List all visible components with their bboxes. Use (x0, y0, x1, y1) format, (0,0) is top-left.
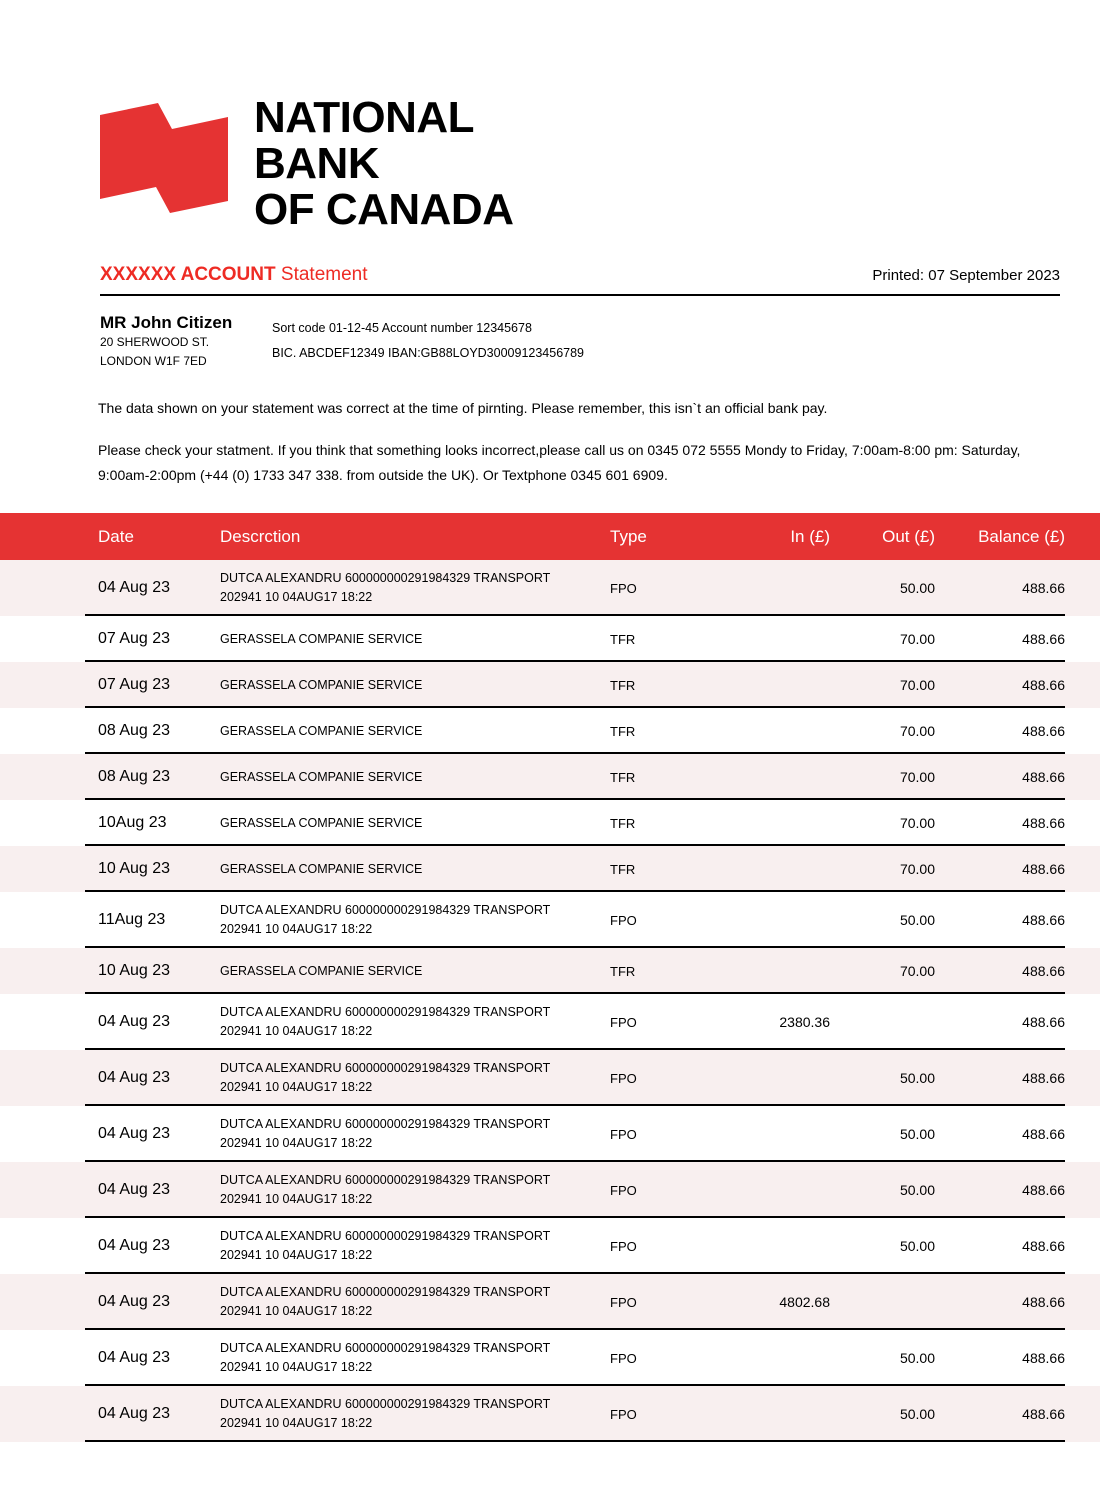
cell-date: 10 Aug 23 (98, 860, 171, 877)
cell-out: 50.00 (899, 1238, 935, 1254)
description-line-1: DUTCA ALEXANDRU 600000000291984329 TRANSPORT (220, 903, 551, 917)
cell-date: 04 Aug 23 (98, 1013, 171, 1030)
table-row (0, 1050, 1100, 1106)
cell-out: 50.00 (899, 1070, 935, 1086)
description-line-1: DUTCA ALEXANDRU 600000000291984329 TRANSPORT (220, 1341, 551, 1355)
cell-description (220, 860, 610, 879)
cell-balance: 488.66 (1022, 1350, 1065, 1366)
cell-balance: 488.66 (1022, 1014, 1065, 1030)
cell-type: TFR (610, 769, 636, 785)
transactions-table (0, 513, 1100, 1442)
table-row (0, 892, 1100, 948)
bank-name-line-3: OF CANADA (254, 185, 514, 234)
cell-date: 04 Aug 23 (98, 1125, 171, 1142)
cell-description (220, 901, 610, 939)
description-line-2: 202941 10 04AUG17 18:22 (220, 590, 373, 604)
cell-description (220, 1115, 610, 1153)
table-row (0, 1106, 1100, 1162)
table-row (0, 846, 1100, 892)
customer-address-line-2: LONDON W1F 7ED (100, 354, 207, 368)
statement-title-word: Statement (280, 264, 368, 285)
description-line-1: DUTCA ALEXANDRU 600000000291984329 TRANSPORT (220, 571, 551, 585)
cell-type: FPO (610, 912, 637, 928)
cell-type: TFR (610, 631, 636, 647)
national-bank-of-canada-flag-logo-icon (100, 103, 228, 215)
cell-balance: 488.66 (1022, 580, 1065, 596)
printed-date: Printed: 07 September 2023 (872, 267, 1060, 284)
cell-description (220, 1003, 610, 1041)
cell-date: 04 Aug 23 (98, 1069, 171, 1086)
cell-out: 70.00 (899, 861, 935, 877)
table-row (0, 1274, 1100, 1330)
cell-date: 08 Aug 23 (98, 722, 171, 739)
table-row (0, 994, 1100, 1050)
cell-description (220, 1227, 610, 1265)
description-line-2: 202941 10 04AUG17 18:22 (220, 1416, 373, 1430)
table-body (0, 560, 1100, 1442)
cell-balance: 488.66 (1022, 963, 1065, 979)
cell-balance: 488.66 (1022, 1294, 1065, 1310)
account-sort-and-number: Sort code 01-12-45 Account number 12345678 (272, 321, 532, 335)
account-details-block (272, 316, 584, 366)
table-row (0, 1162, 1100, 1218)
cell-description (220, 962, 610, 981)
description-line-2: 202941 10 04AUG17 18:22 (220, 1136, 373, 1150)
cell-date: 04 Aug 23 (98, 1293, 171, 1310)
description-line-1: DUTCA ALEXANDRU 600000000291984329 TRANSPORT (220, 1173, 551, 1187)
cell-type: FPO (610, 1070, 637, 1086)
cell-date: 10Aug 23 (98, 814, 167, 831)
cell-date: 10 Aug 23 (98, 962, 171, 979)
cell-out: 50.00 (899, 1350, 935, 1366)
description-line-1: DUTCA ALEXANDRU 600000000291984329 TRANSPORT (220, 1285, 551, 1299)
description-line-2: 202941 10 04AUG17 18:22 (220, 1080, 373, 1094)
description-line-1: DUTCA ALEXANDRU 600000000291984329 TRANSPORT (220, 1061, 551, 1075)
description-line-1: DUTCA ALEXANDRU 600000000291984329 TRANSPORT (220, 1117, 551, 1131)
cell-balance: 488.66 (1022, 677, 1065, 693)
customer-name: MR John Citizen (100, 313, 233, 332)
cell-in: 4802.68 (779, 1294, 830, 1310)
description-line-1: DUTCA ALEXANDRU 600000000291984329 TRANSPORT (220, 1229, 551, 1243)
cell-balance: 488.66 (1022, 1126, 1065, 1142)
title-divider (100, 294, 1060, 296)
notice-contact: Please check your statment. If you think that something looks incorrect,please call us on 0345 072 5555 Mondy to Friday, 7:00am-8:00 pm: Saturday, 9:00am-2:00pm (+44 (0) 1733 347 338. from outside the UK). Or Textphone 0345 601 6909. (98, 442, 1021, 483)
cell-out: 50.00 (899, 912, 935, 928)
cell-description (220, 722, 610, 741)
description-line-1: GERASSELA COMPANIE SERVICE (220, 677, 423, 692)
table-row (0, 708, 1100, 754)
description-line-2: 202941 10 04AUG17 18:22 (220, 1192, 373, 1206)
cell-balance: 488.66 (1022, 1406, 1065, 1422)
cell-type: TFR (610, 815, 636, 831)
cell-balance: 488.66 (1022, 861, 1065, 877)
cell-balance: 488.66 (1022, 769, 1065, 785)
description-line-2: 202941 10 04AUG17 18:22 (220, 1360, 373, 1374)
cell-description (220, 1339, 610, 1377)
table-row (0, 1218, 1100, 1274)
cell-type: FPO (610, 1126, 637, 1142)
cell-date: 04 Aug 23 (98, 579, 171, 596)
table-row (0, 662, 1100, 708)
cell-description (220, 676, 610, 695)
table-row (0, 560, 1100, 616)
table-row (0, 800, 1100, 846)
cell-out: 70.00 (899, 769, 935, 785)
cell-type: TFR (610, 963, 636, 979)
account-bic-and-iban: BIC. ABCDEF12349 IBAN:GB88LOYD30009123456789 (272, 346, 585, 360)
cell-description (220, 1283, 610, 1321)
cell-date: 07 Aug 23 (98, 676, 171, 693)
cell-description (220, 630, 610, 649)
cell-out: 50.00 (899, 1126, 935, 1142)
description-line-2: 202941 10 04AUG17 18:22 (220, 1248, 373, 1262)
cell-type: FPO (610, 1014, 637, 1030)
cell-description (220, 1059, 610, 1097)
column-header-balance: Balance (£) (978, 526, 1065, 546)
column-header-out: Out (£) (882, 526, 935, 546)
column-header-description: Descrction (220, 526, 301, 546)
description-line-1: GERASSELA COMPANIE SERVICE (220, 631, 423, 646)
cell-out: 70.00 (899, 631, 935, 647)
cell-type: FPO (610, 1182, 637, 1198)
table-row (0, 948, 1100, 994)
page-title (100, 264, 368, 286)
description-line-2: 202941 10 04AUG17 18:22 (220, 1024, 373, 1038)
statement-title-row (100, 264, 1060, 286)
cell-type: TFR (610, 723, 636, 739)
bank-masthead (100, 95, 513, 233)
cell-type: FPO (610, 1294, 637, 1310)
cell-balance: 488.66 (1022, 1182, 1065, 1198)
cell-type: TFR (610, 677, 636, 693)
cell-out: 50.00 (899, 1406, 935, 1422)
column-header-in: In (£) (790, 526, 830, 546)
table-row (0, 754, 1100, 800)
description-line-1: GERASSELA COMPANIE SERVICE (220, 963, 423, 978)
cell-type: FPO (610, 1406, 637, 1422)
column-header-type: Type (610, 526, 647, 546)
description-line-1: GERASSELA COMPANIE SERVICE (220, 815, 423, 830)
cell-balance: 488.66 (1022, 723, 1065, 739)
table-row (0, 1386, 1100, 1442)
cell-balance: 488.66 (1022, 912, 1065, 928)
notice-accuracy: The data shown on your statement was correct at the time of pirnting. Please remember, this isn`t an official bank pay. (98, 400, 828, 416)
column-header-date: Date (98, 526, 134, 546)
cell-type: FPO (610, 580, 637, 596)
cell-description (220, 1395, 610, 1433)
cell-out: 70.00 (899, 723, 935, 739)
bank-name-line-1: NATIONAL (254, 93, 475, 142)
description-line-1: DUTCA ALEXANDRU 600000000291984329 TRANSPORT (220, 1397, 551, 1411)
cell-date: 11Aug 23 (98, 911, 166, 928)
cell-type: TFR (610, 861, 636, 877)
table-header-row (0, 513, 1100, 560)
cell-date: 04 Aug 23 (98, 1349, 171, 1366)
cell-date: 08 Aug 23 (98, 768, 171, 785)
description-line-2: 202941 10 04AUG17 18:22 (220, 922, 373, 936)
cell-date: 04 Aug 23 (98, 1237, 171, 1254)
cell-description (220, 1171, 610, 1209)
cell-balance: 488.66 (1022, 1070, 1065, 1086)
cell-balance: 488.66 (1022, 1238, 1065, 1254)
cell-description (220, 569, 610, 607)
cell-out: 50.00 (899, 580, 935, 596)
cell-type: FPO (610, 1350, 637, 1366)
cell-out: 70.00 (899, 677, 935, 693)
table-row (0, 616, 1100, 662)
description-line-2: 202941 10 04AUG17 18:22 (220, 1304, 373, 1318)
customer-address-line-1: 20 SHERWOOD ST. (100, 335, 210, 349)
cell-date: 07 Aug 23 (98, 630, 171, 647)
cell-balance: 488.66 (1022, 815, 1065, 831)
description-line-1: GERASSELA COMPANIE SERVICE (220, 861, 423, 876)
bank-wordmark (254, 95, 513, 233)
cell-date: 04 Aug 23 (98, 1405, 171, 1422)
description-line-1: DUTCA ALEXANDRU 600000000291984329 TRANSPORT (220, 1005, 551, 1019)
customer-address-block (100, 312, 270, 371)
cell-out: 50.00 (899, 1182, 935, 1198)
cell-out: 70.00 (899, 963, 935, 979)
bank-name-line-2: BANK (254, 139, 380, 188)
cell-description (220, 814, 610, 833)
cell-description (220, 768, 610, 787)
cell-balance: 488.66 (1022, 631, 1065, 647)
description-line-1: GERASSELA COMPANIE SERVICE (220, 769, 423, 784)
cell-type: FPO (610, 1238, 637, 1254)
table-row (0, 1330, 1100, 1386)
statement-title-account: XXXXXX ACCOUNT (100, 264, 276, 285)
cell-out: 70.00 (899, 815, 935, 831)
description-line-1: GERASSELA COMPANIE SERVICE (220, 723, 423, 738)
cell-date: 04 Aug 23 (98, 1181, 171, 1198)
cell-in: 2380.36 (779, 1014, 830, 1030)
